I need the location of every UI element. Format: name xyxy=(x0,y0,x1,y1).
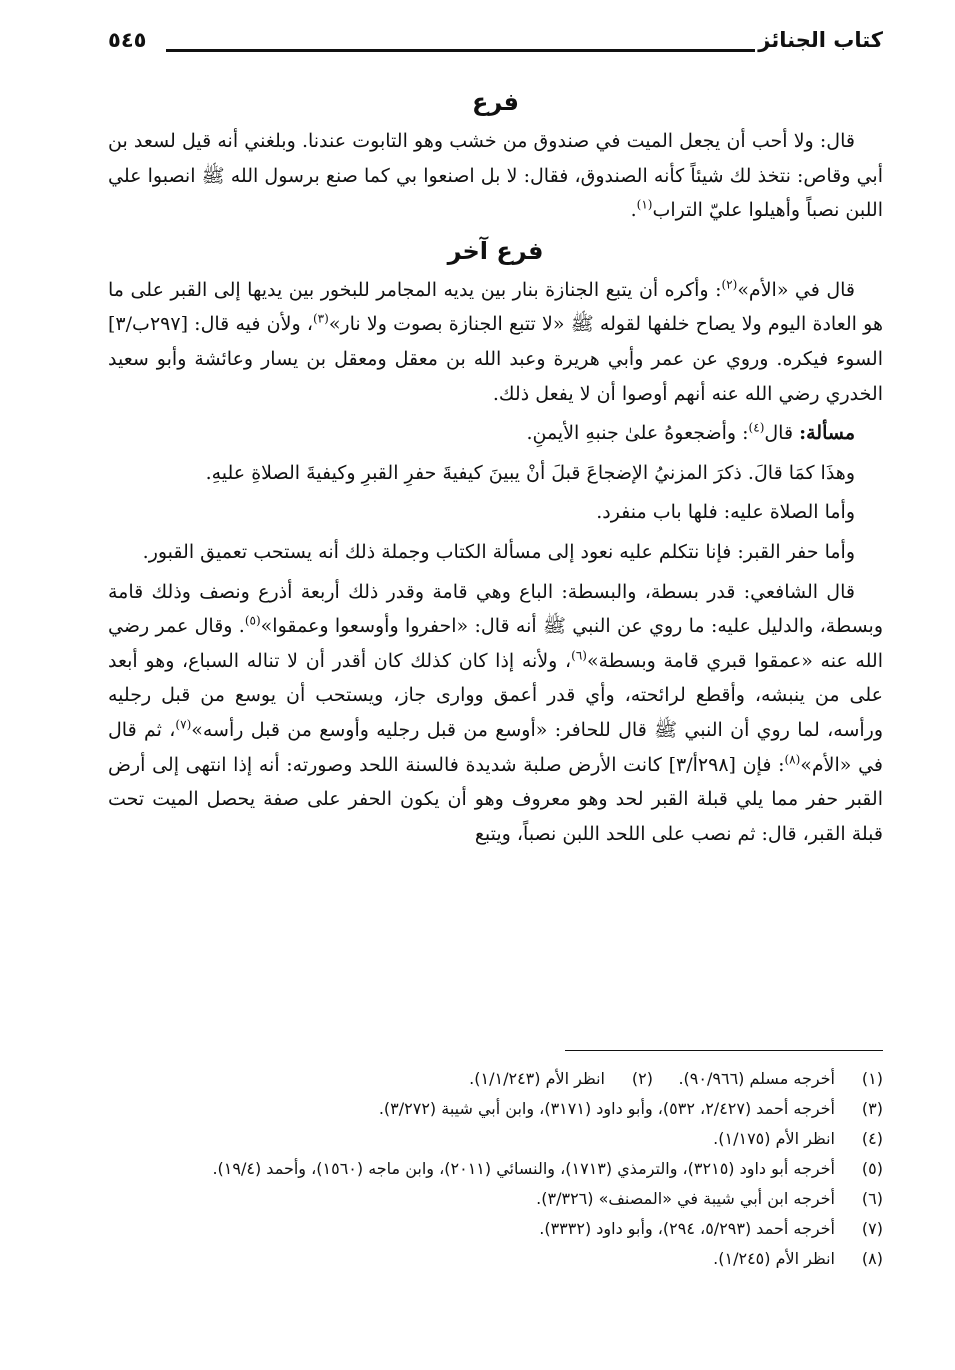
footnote-text: انظر الأم (١/٢٤٥). xyxy=(713,1249,835,1268)
footnote-marker[interactable]: (٧) xyxy=(175,717,192,732)
footnote-text: أخرجه أحمد (٥/٢٩٣، ٢٩٤)، وأبو داود (٣٣٣٢). xyxy=(539,1219,835,1238)
paragraph: وهذَا كمَا قالَ. ذكرَ المزنيُ الإضجاعَ قبلَ أنْ يبينَ كيفيةَ حفرِ القبرِ وكيفيةَ الصلاةِ عليهِ. xyxy=(205,461,855,484)
section-heading: فرع آخر xyxy=(447,236,544,265)
footnote-row xyxy=(100,1094,883,1124)
paragraph: قال في «الأم»$^{(٢)}$: وأكره أن يتبع الجنازة بنار بين يديه المجامر للبخور بين يديها إلى القبر على ما هو العادة اليوم ولا يصاح خلفها لقوله ﷺ «لا تتبع الجنازة بصوت ولا نار»$^{(٣)}$، ولأن فيه قال: [٢٩٧ب/٣] السوء فيكره. وروي عن عمر وأبي هريرة وعبد الله بن معقل ومعقل بن يسار وعائشة وأبو سعيد الخدري رضي الله عنه أنهم أوصوا أن لا يفعل ذلك. xyxy=(108,277,883,405)
footnote-marker[interactable]: (٨) xyxy=(784,752,801,767)
header-rule xyxy=(166,49,755,52)
footnote-number: (٥) xyxy=(861,1159,883,1178)
footnote-text: أخرجه أحمد (٢/٤٢٧، ٥٣٢)، وأبو داود (٣١٧١)، وابن أبي شيبة (٣/٢٧٢). xyxy=(378,1099,835,1118)
footnote-marker[interactable]: (٤) xyxy=(748,420,765,435)
footnotes xyxy=(100,1064,883,1274)
footnote-separator xyxy=(565,1050,883,1051)
footnote-text: أخرجه مسلم (٩٠/٩٦٦). xyxy=(678,1069,835,1088)
footnote-text: أخرجه ابن أبي شيبة في «المصنف» (٣/٣٢٦). xyxy=(536,1189,835,1208)
running-title: كتاب الجنائز xyxy=(758,28,883,52)
footnote-marker[interactable]: (٢) xyxy=(721,277,738,292)
page-header xyxy=(108,28,883,68)
mas-ala-label: مسألة: xyxy=(799,422,855,445)
footnote-number: (١) xyxy=(861,1069,883,1088)
paragraph: وأما حفر القبر: فإنا نتكلم عليه نعود إلى مسألة الكتاب وجملة ذلك أنه يستحب تعميق القبور. xyxy=(142,540,855,563)
footnote-marker[interactable]: (٥) xyxy=(244,613,261,628)
footnote-number: (٤) xyxy=(861,1129,883,1148)
footnote-number: (٨) xyxy=(861,1249,883,1268)
paragraph: قال: ولا أحب أن يجعل الميت في صندوق من خشب وهو التابوت عندنا. وبلغني أنه قيل لسعد بن أبي وقاص: نتخذ لك شيئاً كأنه الصندوق، فقال: لا بل اصنعوا بي كما صنع برسول الله ﷺ انصبوا علي اللبن نصباً وأهيلوا عليّ التراب$^{(١)}$. xyxy=(108,130,883,222)
paragraph: مسألة: قال$^{(٤)}$: وأضجعوهُ علىٰ جنبهِ الأيمنِ. xyxy=(526,420,855,445)
footnote-row xyxy=(100,1154,883,1184)
footnote-number: (٣) xyxy=(861,1099,883,1118)
section-heading: فرع xyxy=(471,88,520,116)
footnote-row xyxy=(100,1214,883,1244)
footnote-marker[interactable]: (٦) xyxy=(571,648,587,663)
footnote-marker[interactable]: (٣) xyxy=(312,312,329,327)
footnote-number: (٦) xyxy=(861,1189,883,1208)
footnote-row xyxy=(100,1184,883,1214)
footnote-text: انظر الأم (١/١/٢٤٣). xyxy=(469,1069,605,1088)
footnote-number: (٧) xyxy=(861,1219,883,1238)
footnote-row xyxy=(100,1064,883,1094)
footnote-text: أخرجه أبو داود (٣٢١٥)، والترمذي (١٧١٣)، والنسائي (٢٠١١)، وابن ماجه (١٥٦٠)، وأحمد (١٩/٤). xyxy=(212,1159,835,1178)
paragraph: وأما الصلاة عليه: فلها باب منفرد. xyxy=(596,501,855,524)
footnote-row xyxy=(100,1124,883,1154)
paragraph: قال الشافعي: قدر بسطة، والبسطة: الباع وهي قامة وقدر ذلك أربعة أذرع ونصف وذلك قامة وبسطة، والدليل عليه: ما روي عن النبي ﷺ أنه قال: «احفروا وأوسعوا وعمقوا»$^{(٥)}$. وقال عمر رضي الله عنه «عمقوا قبري قامة وبسطة»$^{(٦)}$، ولأنه إذا كان كذلك كان أقدر أن لا تناله السباع، وهو أبعد على من ينبشه، وأقطع لرائحته، وأي قدر أعمق ووارى جاز، ويستحب أن يوسع من قبل رجليه ورأسه، لما روي أن النبي ﷺ قال للحافر: «أوسع من قبل رجليه وأوسع من قبل رأسه»$^{(٧)}$، ثم قال في «الأم»$^{(٨)}$: فإن [٢٩٨أ/٣] كانت الأرض صلبة شديدة فالسنة اللحد وصورته: أنه إذا انتهى إلى أرض القبر حفر مما يلي قبلة القبر لحد وهو معروف وهو أن يكون الحفر على صفة يحصل الميت تحت قبلة القبر، قال: ثم نصب على اللحد اللبن نصباً، ويتبع xyxy=(108,580,884,845)
footnote-row xyxy=(100,1244,883,1274)
footnote-marker[interactable]: (١) xyxy=(636,197,653,212)
main-text xyxy=(108,80,883,856)
footnote-text: انظر الأم (١/١٧٥). xyxy=(713,1129,835,1148)
footnote-number: (٢) xyxy=(631,1069,653,1088)
page-number: ٥٤٥ xyxy=(108,28,147,52)
